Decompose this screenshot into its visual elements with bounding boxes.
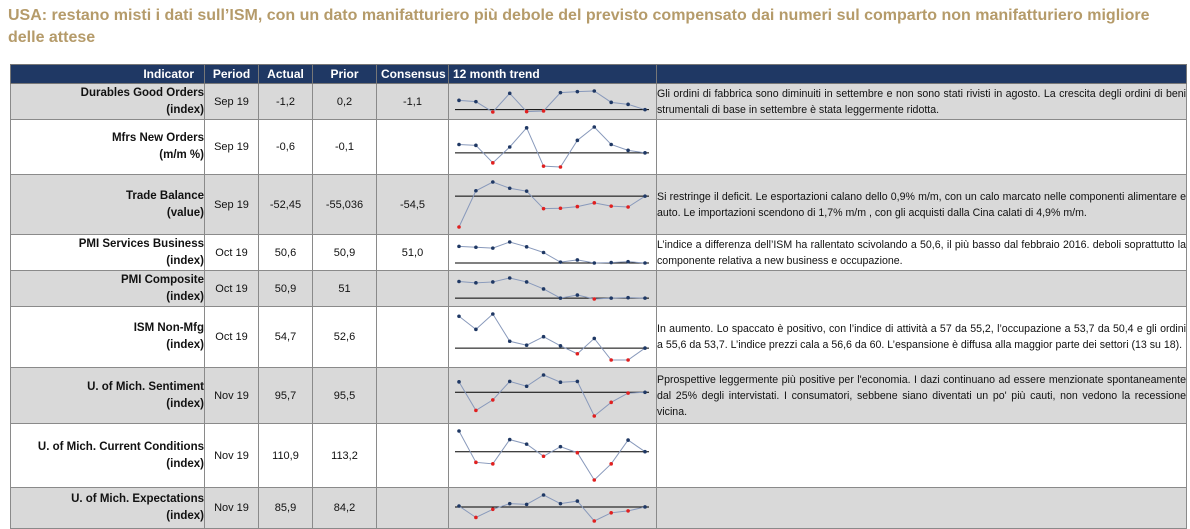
actual-cell: 95,7 bbox=[259, 368, 313, 424]
trend-point bbox=[457, 314, 461, 318]
indicator-name: PMI Services Business bbox=[78, 237, 204, 250]
period-cell: Oct 19 bbox=[205, 307, 259, 368]
trend-point bbox=[525, 343, 529, 347]
trend-point bbox=[576, 293, 580, 297]
indicator-cell bbox=[11, 424, 205, 488]
trend-cell bbox=[449, 120, 657, 175]
trend-point bbox=[474, 328, 478, 332]
indicator-name: U. of Mich. Sentiment bbox=[87, 380, 204, 393]
trend-point bbox=[643, 261, 647, 265]
period-cell: Sep 19 bbox=[205, 84, 259, 120]
trend-point bbox=[508, 145, 512, 149]
consensus-cell: -1,1 bbox=[377, 84, 449, 120]
indicator-cell bbox=[11, 368, 205, 424]
trend-point bbox=[542, 251, 546, 255]
trend-point bbox=[491, 398, 495, 402]
trend-point bbox=[609, 358, 613, 362]
indicator-unit: (index) bbox=[166, 290, 204, 303]
prior-cell: 113,2 bbox=[313, 424, 377, 488]
trend-point bbox=[525, 384, 529, 388]
trend-point bbox=[474, 189, 478, 193]
trend-point bbox=[559, 165, 563, 169]
comment-cell: Gli ordini di fabbrica sono diminuiti in settembre e non sono stati rivisti in agosto. La crescita degli ordini di beni strumentali di base in settembre è stata leggermente ridotta. bbox=[657, 84, 1187, 120]
trend-point bbox=[643, 505, 647, 509]
trend-line bbox=[459, 431, 645, 480]
trend-point bbox=[525, 189, 529, 193]
trend-point bbox=[525, 503, 529, 507]
trend-point bbox=[542, 109, 546, 113]
header-trend: 12 month trend bbox=[449, 65, 657, 84]
trend-point bbox=[508, 276, 512, 280]
trend-point bbox=[559, 260, 563, 264]
trend-point bbox=[592, 201, 596, 205]
period-cell: Nov 19 bbox=[205, 368, 259, 424]
table-row bbox=[11, 175, 1187, 235]
trend-line bbox=[459, 242, 645, 263]
trend-point bbox=[508, 186, 512, 190]
indicator-name: PMI Composite bbox=[120, 273, 204, 286]
comment-cell: Si restringe il deficit. Le esportazioni calano dello 0,9% m/m, con un calo marcato nelle componenti alimentare e auto. Le importazioni scendono di 1,7% m/m , con gli acquisti dalla Cina calati di 4,9% m/m. bbox=[657, 175, 1187, 235]
consensus-cell bbox=[377, 120, 449, 175]
trend-point bbox=[508, 240, 512, 244]
trend-point bbox=[609, 204, 613, 208]
trend-point bbox=[457, 99, 461, 103]
indicator-name: Mfrs New Orders bbox=[111, 132, 204, 144]
trend-point bbox=[508, 92, 512, 96]
trend-point bbox=[457, 245, 461, 249]
indicator-cell bbox=[11, 175, 205, 235]
trend-point bbox=[542, 373, 546, 377]
trend-point bbox=[626, 149, 630, 153]
trend-point bbox=[609, 261, 613, 265]
indicator-name: U. of Mich. Current Conditions bbox=[37, 440, 204, 453]
indicator-unit: (index) bbox=[166, 103, 204, 116]
sparkline bbox=[449, 235, 655, 270]
actual-cell: -1,2 bbox=[259, 84, 313, 120]
trend-point bbox=[626, 358, 630, 362]
trend-point bbox=[474, 100, 478, 104]
actual-cell: 85,9 bbox=[259, 488, 313, 529]
trend-point bbox=[559, 206, 563, 210]
comment-cell bbox=[657, 488, 1187, 529]
trend-point bbox=[643, 450, 647, 454]
header-consensus: Consensus bbox=[377, 65, 449, 84]
period-cell: Sep 19 bbox=[205, 120, 259, 175]
indicator-name: ISM Non-Mfg bbox=[133, 322, 204, 334]
indicator-cell bbox=[11, 488, 205, 529]
prior-cell: 50,9 bbox=[313, 235, 377, 271]
trend-point bbox=[643, 108, 647, 112]
sparkline bbox=[449, 271, 655, 306]
trend-cell bbox=[449, 271, 657, 307]
trend-cell bbox=[449, 424, 657, 488]
trend-point bbox=[491, 161, 495, 165]
sparkline bbox=[449, 424, 655, 487]
trend-cell bbox=[449, 84, 657, 120]
indicator-unit: (index) bbox=[166, 457, 204, 470]
header-prior: Prior bbox=[313, 65, 377, 84]
table-row bbox=[11, 368, 1187, 424]
trend-line bbox=[459, 182, 645, 227]
trend-point bbox=[592, 89, 596, 93]
prior-cell: -0,1 bbox=[313, 120, 377, 175]
sparkline bbox=[449, 84, 655, 119]
indicator-name: Durables Good Orders bbox=[80, 86, 204, 99]
prior-cell: 95,5 bbox=[313, 368, 377, 424]
sparkline bbox=[449, 175, 655, 234]
trend-point bbox=[474, 281, 478, 285]
trend-point bbox=[559, 344, 563, 348]
trend-point bbox=[491, 507, 495, 511]
sparkline bbox=[449, 368, 655, 423]
actual-cell: 110,9 bbox=[259, 424, 313, 488]
trend-point bbox=[491, 110, 495, 114]
table-row bbox=[11, 307, 1187, 368]
trend-point bbox=[508, 339, 512, 343]
trend-point bbox=[576, 451, 580, 455]
trend-point bbox=[626, 391, 630, 395]
table-row bbox=[11, 271, 1187, 307]
indicator-unit: (m/m %) bbox=[159, 149, 204, 161]
page-title: USA: restano misti i dati sull’ISM, con un dato manifatturiero più debole del previsto compensato dai numeri sul comparto non manifatturiero migliore delle attese bbox=[8, 7, 1150, 46]
indicator-cell bbox=[11, 307, 205, 368]
trend-cell bbox=[449, 368, 657, 424]
trend-point bbox=[542, 335, 546, 339]
header-indicator: Indicator bbox=[11, 65, 205, 84]
trend-cell bbox=[449, 488, 657, 529]
trend-point bbox=[457, 504, 461, 508]
comment-cell bbox=[657, 424, 1187, 488]
trend-line bbox=[459, 278, 645, 299]
header-period: Period bbox=[205, 65, 259, 84]
trend-point bbox=[491, 280, 495, 284]
trend-point bbox=[525, 110, 529, 114]
trend-point bbox=[559, 91, 563, 95]
sparkline bbox=[449, 307, 655, 367]
trend-point bbox=[559, 380, 563, 384]
actual-cell: -52,45 bbox=[259, 175, 313, 235]
period-cell: Sep 19 bbox=[205, 175, 259, 235]
trend-point bbox=[576, 139, 580, 143]
indicator-cell bbox=[11, 84, 205, 120]
trend-point bbox=[609, 143, 613, 147]
trend-point bbox=[592, 337, 596, 341]
actual-cell: 50,9 bbox=[259, 271, 313, 307]
trend-point bbox=[491, 246, 495, 250]
consensus-cell bbox=[377, 307, 449, 368]
trend-point bbox=[542, 287, 546, 291]
indicator-name: U. of Mich. Expectations bbox=[71, 493, 204, 505]
trend-point bbox=[576, 258, 580, 262]
consensus-cell bbox=[377, 488, 449, 529]
prior-cell: 51 bbox=[313, 271, 377, 307]
trend-point bbox=[609, 401, 613, 405]
trend-point bbox=[576, 352, 580, 356]
trend-point bbox=[457, 429, 461, 433]
trend-point bbox=[576, 90, 580, 94]
trend-point bbox=[491, 312, 495, 316]
indicator-name: Trade Balance bbox=[126, 189, 204, 202]
trend-point bbox=[609, 462, 613, 466]
trend-point bbox=[542, 164, 546, 168]
trend-line bbox=[459, 495, 645, 521]
period-cell: Nov 19 bbox=[205, 424, 259, 488]
consensus-cell bbox=[377, 368, 449, 424]
trend-point bbox=[592, 125, 596, 129]
table-row bbox=[11, 235, 1187, 271]
trend-point bbox=[643, 346, 647, 350]
indicator-unit: (index) bbox=[166, 254, 204, 267]
trend-point bbox=[592, 261, 596, 265]
indicator-cell bbox=[11, 271, 205, 307]
trend-point bbox=[525, 245, 529, 249]
trend-point bbox=[626, 103, 630, 107]
trend-point bbox=[457, 143, 461, 147]
trend-point bbox=[576, 205, 580, 209]
trend-point bbox=[559, 502, 563, 506]
period-cell: Oct 19 bbox=[205, 271, 259, 307]
actual-cell: 54,7 bbox=[259, 307, 313, 368]
trend-point bbox=[457, 380, 461, 384]
consensus-cell bbox=[377, 424, 449, 488]
table-header-row bbox=[11, 65, 1187, 84]
comment-cell: Pprospettive leggermente più positive per l'economia. I dazi continuano ad essere menzionate spontaneamente dal 25% degli intervistati. I consumatori, sebbene siano diventati un po' più cauti, non vedono la recessione vicina. bbox=[657, 368, 1187, 424]
trend-point bbox=[491, 462, 495, 466]
trend-point bbox=[626, 438, 630, 442]
header-comment bbox=[657, 65, 1187, 84]
trend-cell bbox=[449, 235, 657, 271]
comment-cell: L’indice a differenza dell’ISM ha rallentato scivolando a 50,6, il più basso dal febbraio 2016. deboli soprattutto la componente relativa a new business e occupazione. bbox=[657, 235, 1187, 271]
trend-point bbox=[643, 296, 647, 300]
trend-point bbox=[508, 380, 512, 384]
indicator-unit: (index) bbox=[166, 397, 204, 410]
prior-cell: 84,2 bbox=[313, 488, 377, 529]
trend-point bbox=[626, 205, 630, 209]
trend-point bbox=[525, 442, 529, 446]
trend-line bbox=[459, 127, 645, 167]
trend-point bbox=[643, 151, 647, 155]
trend-point bbox=[474, 409, 478, 413]
period-cell: Nov 19 bbox=[205, 488, 259, 529]
trend-point bbox=[626, 260, 630, 264]
trend-line bbox=[459, 314, 645, 360]
trend-point bbox=[643, 194, 647, 198]
trend-point bbox=[542, 207, 546, 211]
consensus-cell: 51,0 bbox=[377, 235, 449, 271]
trend-point bbox=[491, 180, 495, 184]
trend-point bbox=[474, 461, 478, 465]
trend-point bbox=[457, 225, 461, 229]
prior-cell: 52,6 bbox=[313, 307, 377, 368]
trend-point bbox=[542, 493, 546, 497]
consensus-cell bbox=[377, 271, 449, 307]
trend-point bbox=[559, 445, 563, 449]
trend-point bbox=[474, 245, 478, 249]
trend-point bbox=[626, 509, 630, 513]
prior-cell: 0,2 bbox=[313, 84, 377, 120]
trend-point bbox=[592, 478, 596, 482]
trend-point bbox=[508, 438, 512, 442]
sparkline bbox=[449, 120, 655, 174]
table-row bbox=[11, 424, 1187, 488]
indicator-unit: (index) bbox=[166, 339, 204, 351]
trend-point bbox=[609, 511, 613, 515]
indicators-table bbox=[10, 64, 1187, 529]
comment-cell bbox=[657, 120, 1187, 175]
actual-cell: 50,6 bbox=[259, 235, 313, 271]
trend-point bbox=[525, 126, 529, 130]
indicator-unit: (index) bbox=[166, 510, 204, 522]
header-actual: Actual bbox=[259, 65, 313, 84]
period-cell: Oct 19 bbox=[205, 235, 259, 271]
actual-cell: -0,6 bbox=[259, 120, 313, 175]
trend-point bbox=[643, 390, 647, 394]
trend-point bbox=[609, 296, 613, 300]
trend-point bbox=[457, 280, 461, 284]
trend-cell bbox=[449, 307, 657, 368]
indicator-unit: (value) bbox=[166, 206, 204, 219]
indicator-cell bbox=[11, 235, 205, 271]
trend-line bbox=[459, 91, 645, 112]
trend-point bbox=[592, 414, 596, 418]
trend-point bbox=[559, 296, 563, 300]
comment-cell: In aumento. Lo spaccato è positivo, con l’indice di attività a 57 da 55,2, l’occupazione a 53,7 da 50,4 e gli ordini a 55,6 da 53,7. L’indice prezzi cala a 56,6 da 60. L’espansione è diffusa alla maggior parte dei settori (13 su 18). bbox=[657, 307, 1187, 368]
comment-cell bbox=[657, 271, 1187, 307]
trend-point bbox=[592, 297, 596, 301]
trend-point bbox=[474, 516, 478, 520]
trend-point bbox=[576, 380, 580, 384]
indicator-cell bbox=[11, 120, 205, 175]
trend-point bbox=[474, 144, 478, 148]
trend-point bbox=[508, 502, 512, 506]
table-row bbox=[11, 488, 1187, 529]
trend-point bbox=[626, 296, 630, 300]
prior-cell: -55,036 bbox=[313, 175, 377, 235]
trend-point bbox=[525, 280, 529, 284]
trend-point bbox=[576, 499, 580, 503]
trend-cell bbox=[449, 175, 657, 235]
table-row bbox=[11, 120, 1187, 175]
trend-point bbox=[542, 454, 546, 458]
trend-line bbox=[459, 375, 645, 416]
trend-point bbox=[592, 519, 596, 523]
table-row bbox=[11, 84, 1187, 120]
sparkline bbox=[449, 488, 655, 528]
trend-point bbox=[609, 101, 613, 105]
consensus-cell: -54,5 bbox=[377, 175, 449, 235]
